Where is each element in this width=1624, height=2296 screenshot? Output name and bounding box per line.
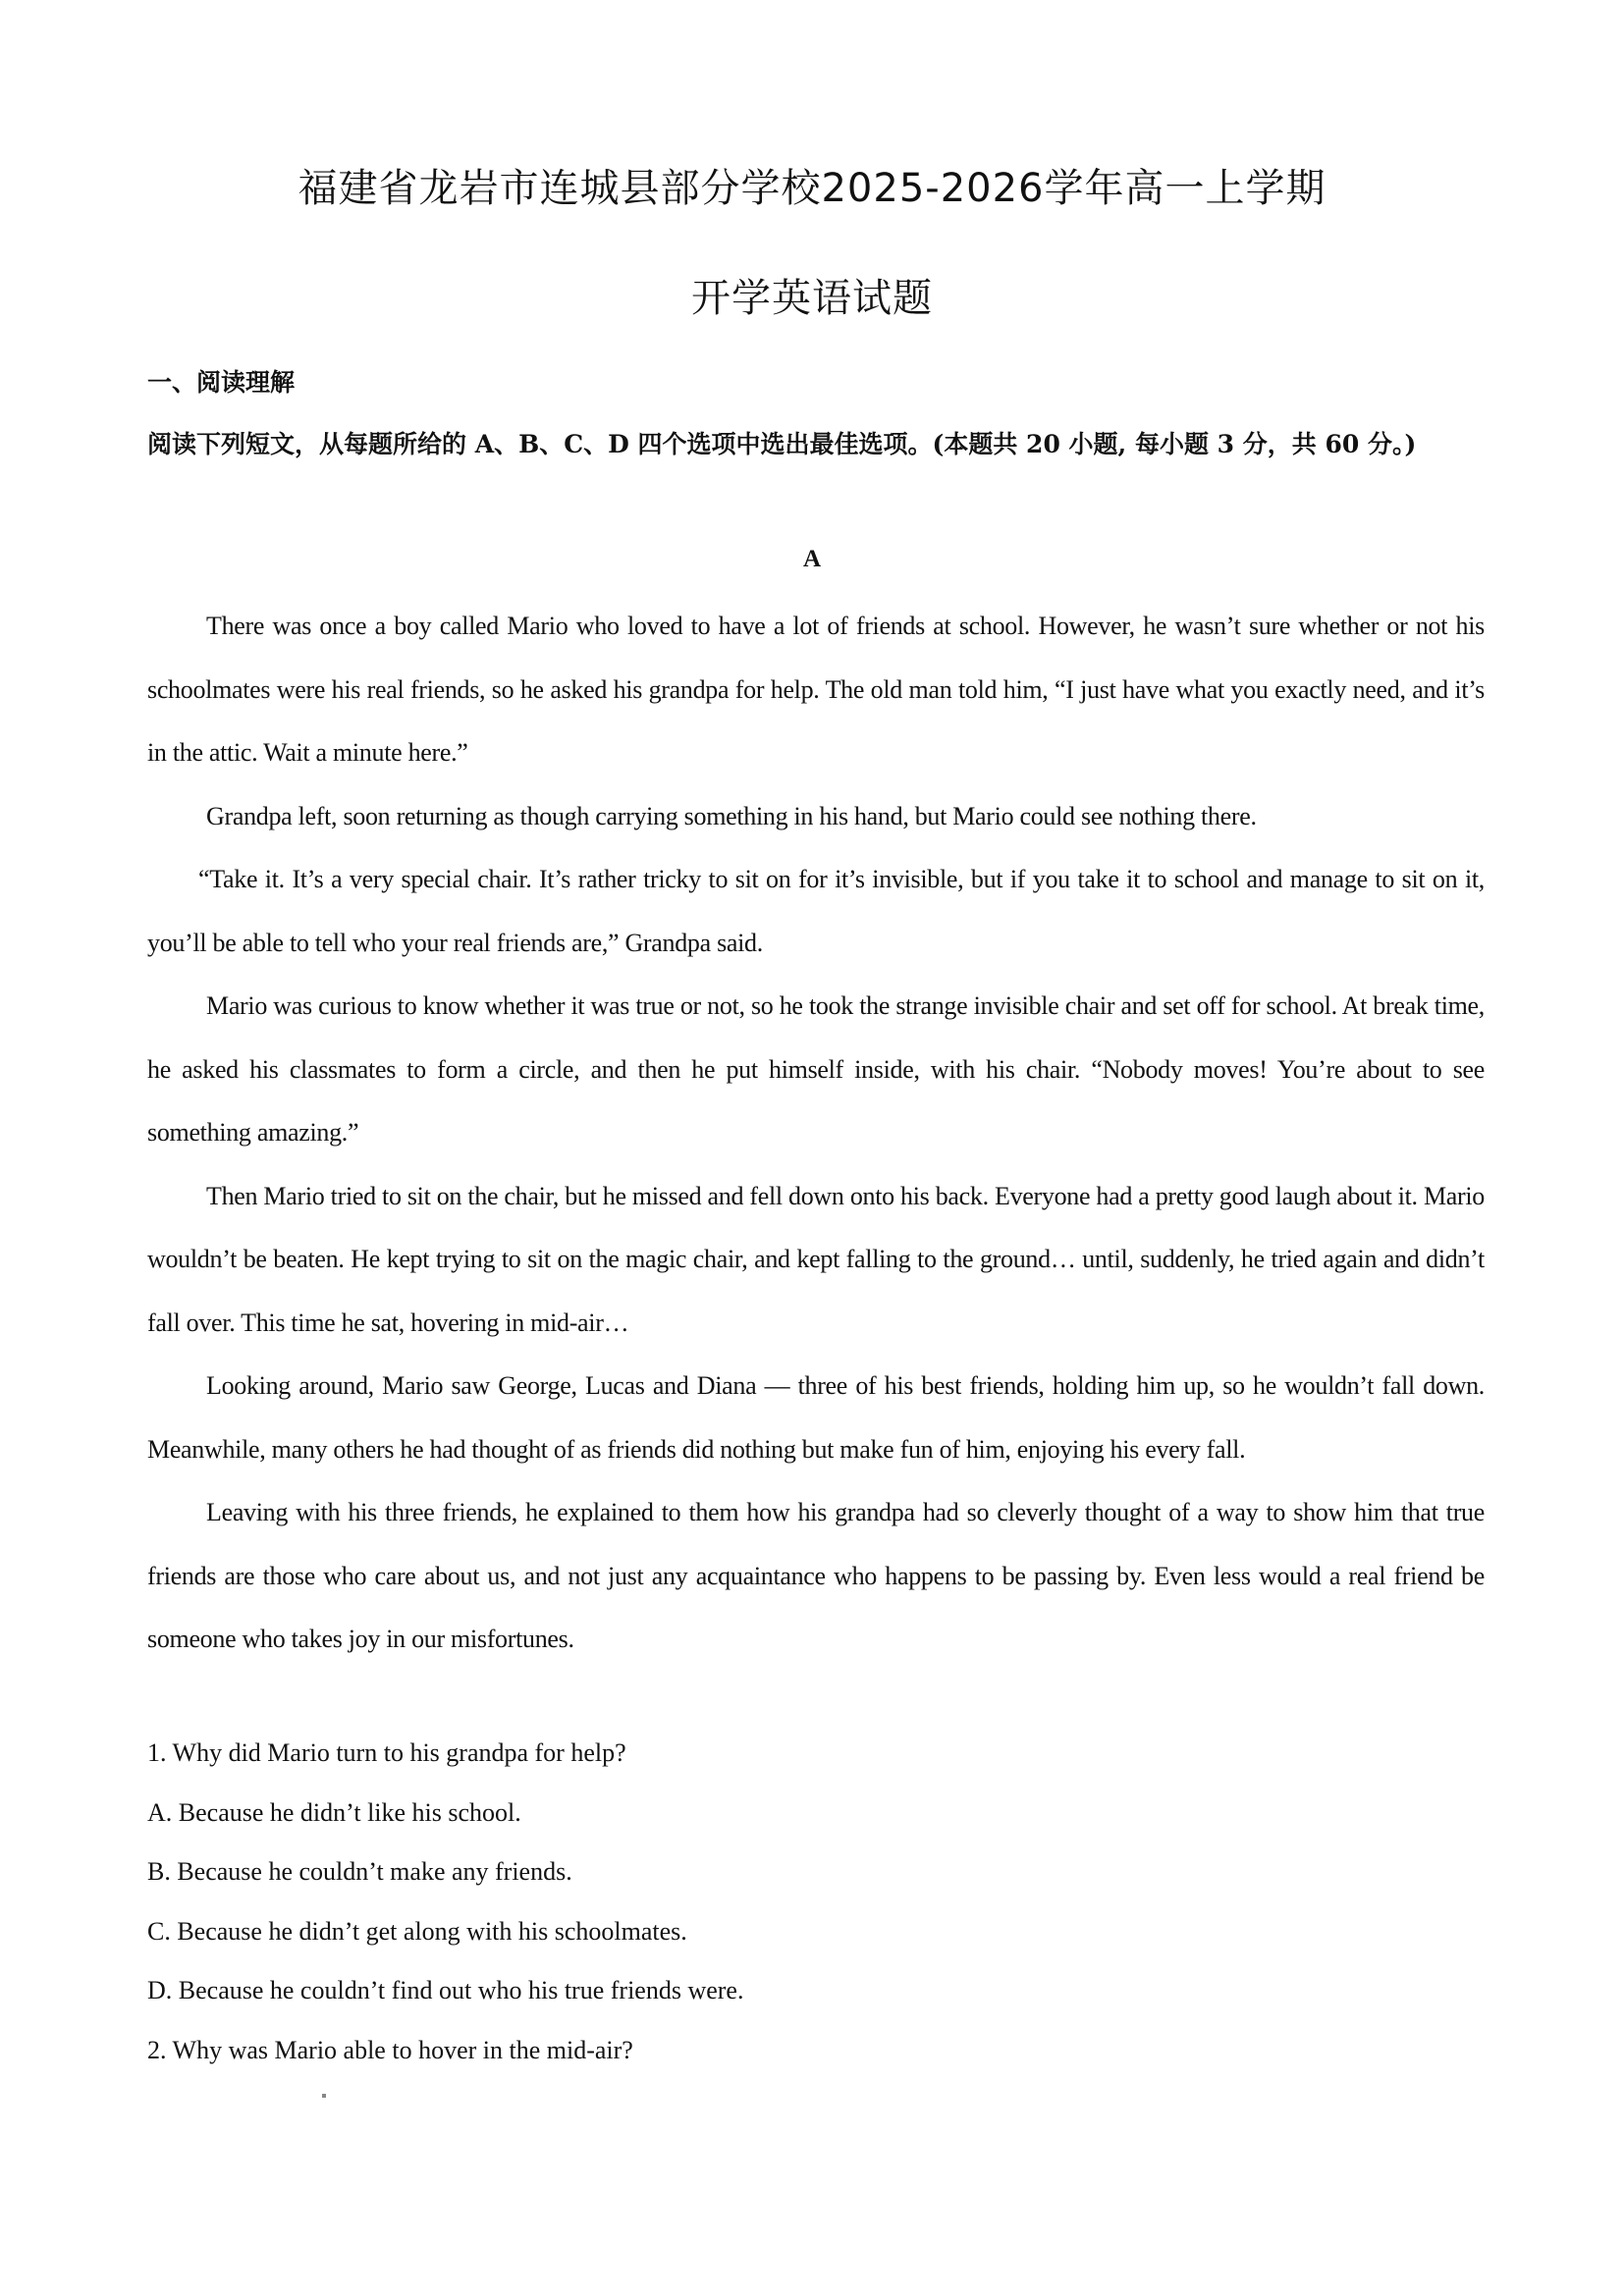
question-stem: 1. Why did Mario turn to his grandpa for help? [147, 1738, 626, 1767]
reading-passage [147, 595, 1485, 1672]
passage-paragraph: Mario was curious to know whether it was true or not, so he took the strange invisible chair and set off for school. At break time, he asked his classmates to form a circle, and then he put himself inside, with his chair. “Nobody moves! You’re about to see something amazing.” [147, 991, 1485, 1147]
passage-paragraph: Looking around, Mario saw George, Lucas and Diana — three of his best friends, holding him up, so he wouldn’t fall down. Meanwhile, many others he had thought of as friends did nothing but make fun of him, enjoying his every fall. [147, 1371, 1485, 1464]
passage-paragraph: Leaving with his three friends, he explained to them how his grandpa had so cleverly thought of a way to show him that true friends are those who care about us, and not just any acquaintance who happens to be passing by. Even less would a real friend be someone who takes joy in our misfortunes. [147, 1498, 1485, 1653]
section-heading: 一、阅读理解 [147, 368, 296, 397]
stray-mark [322, 2094, 326, 2098]
question-option-a: A. Because he didn’t like his school. [147, 1797, 521, 1827]
passage-paragraph: Then Mario tried to sit on the chair, but he missed and fell down onto his back. Everyone had a pretty good laugh about it. Mario wouldn’t be beaten. He kept trying to sit on the magic chair, and kept falling to the ground… until, suddenly, he tried again and didn’t fall over. This time he sat, hovering in mid-air… [147, 1181, 1485, 1337]
question-option-b: B. Because he couldn’t make any friends. [147, 1857, 572, 1886]
question-list [147, 1724, 1485, 2080]
passage-label: A [802, 546, 822, 572]
page-title: 福建省龙岩市连城县部分学校2025-2026学年高一上学期 [298, 166, 1326, 211]
question-option-d: D. Because he couldn’t find out who his true friends were. [147, 1976, 744, 2004]
section-instructions: 阅读下列短文，从每题所给的 A、B、C、D 四个选项中选出最佳选项。(本题共 20 小题, 每小题 3 分，共 60 分。) [147, 430, 1417, 458]
passage-paragraph: There was once a boy called Mario who loved to have a lot of friends at school. However, he wasn’t sure whether or not his schoolmates were his real friends, so he asked his grandpa for help. The old man told him, “I just have what you exactly need, and it’s in the attic. Wait a minute here.” [147, 612, 1485, 767]
question-option-c: C. Because he didn’t get along with his schoolmates. [147, 1916, 687, 1946]
passage-paragraph: “Take it. It’s a very special chair. It’s rather tricky to sit on for it’s invisible, but if you take it to school and manage to sit on it, you’ll be able to tell who your real friends are,” Grandpa said. [147, 865, 1485, 957]
passage-paragraph: Grandpa left, soon returning as though carrying something in his hand, but Mario could see nothing there. [206, 801, 1257, 830]
question-stem: 2. Why was Mario able to hover in the mid-air? [147, 2035, 633, 2064]
page-subtitle: 开学英语试题 [691, 276, 933, 321]
